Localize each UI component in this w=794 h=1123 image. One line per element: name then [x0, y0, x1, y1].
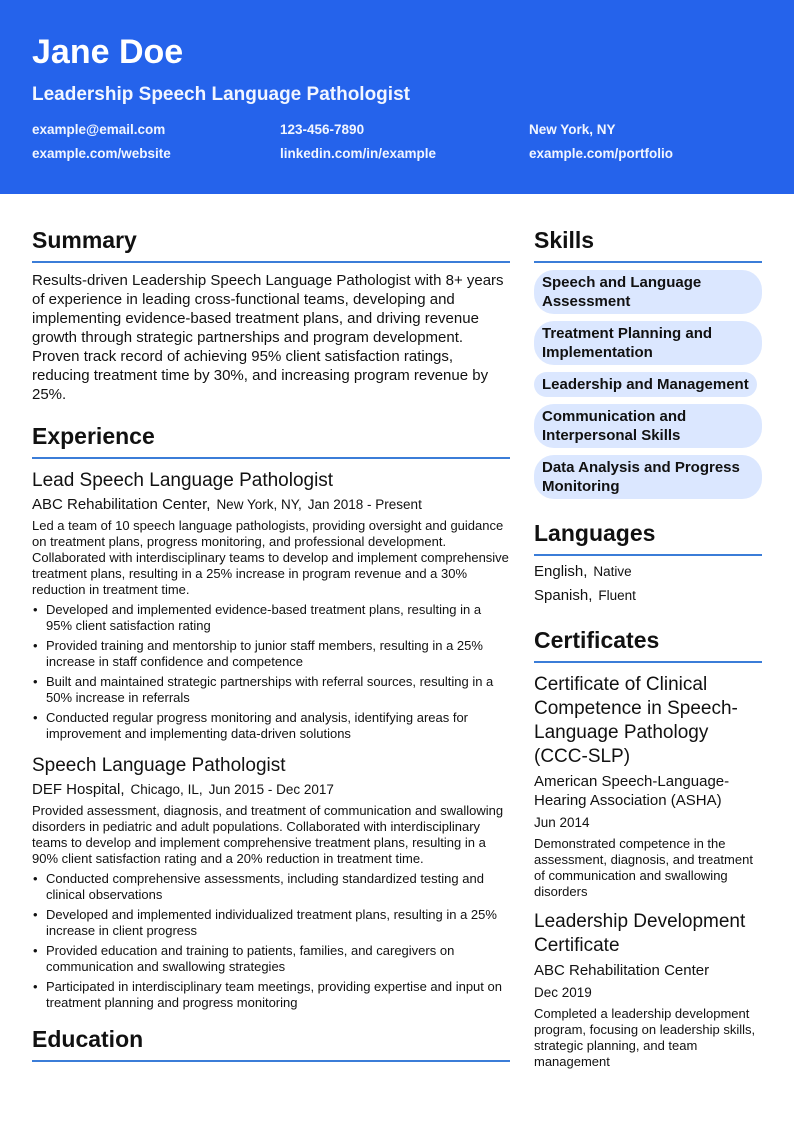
certificate-title: Leadership Development Certificate — [534, 911, 746, 956]
job-bullets — [32, 602, 510, 742]
skill-tag: Speech and Language Assessment — [534, 270, 762, 314]
languages-heading: Languages — [534, 520, 656, 546]
certificate-date: Jun 2014 — [534, 815, 590, 830]
summary-text: Results-driven Leadership Speech Language Pathologist with 8+ years of experience in leading cross-functional teams, developing and implementing evidence-based treatment plans, and driving revenue growth through strategic partnerships and program development. Proven track record of achieving 95% client satisfaction ratings, reducing treatment time by 30%, and increasing program revenue by 25%. — [32, 272, 504, 403]
section-divider — [32, 457, 510, 459]
main-column — [32, 226, 510, 1062]
sidebar-column — [534, 226, 762, 1070]
contact-website[interactable]: example.com/website — [32, 146, 171, 161]
job-title: Lead Speech Language Pathologist — [32, 470, 334, 491]
certificate-issuer: ABC Rehabilitation Center — [534, 962, 710, 979]
certificate-description: Completed a leadership development program, focusing on leadership skills, strategic planning, and team management — [534, 1006, 756, 1069]
job-location: New York, NY, — [216, 497, 302, 512]
languages-section — [534, 519, 762, 606]
language-level: Fluent — [598, 588, 636, 603]
certificates-heading: Certificates — [534, 627, 660, 653]
summary-section — [32, 226, 510, 404]
contact-email[interactable]: example@email.com — [32, 122, 166, 137]
job-description: Provided assessment, diagnosis, and treatment of communication and swallowing disorders in pediatric and adult populations. Collaborated with interdisciplinary teams to develop and implement comprehensive treatment plans, resulting in a 90% client satisfaction rating and a 20% reduction in treatment time. — [32, 803, 504, 866]
section-divider — [32, 1060, 510, 1062]
section-divider — [534, 261, 762, 263]
job-location: Chicago, IL, — [130, 782, 203, 797]
job-bullet: • Built and maintained strategic partnerships with referral sources, resulting in a 50% increase in referrals — [32, 674, 510, 706]
resume-header — [0, 0, 794, 194]
job-bullet: • Conducted comprehensive assessments, including standardized testing and clinical observations — [32, 871, 510, 903]
job-bullet: • Provided education and training to patients, families, and caregivers on communication and swallowing strategies — [32, 943, 510, 975]
job-entry — [32, 754, 510, 1011]
language-item — [534, 562, 762, 582]
language-name: Spanish, — [534, 587, 593, 604]
education-heading: Education — [32, 1026, 144, 1052]
certificate-issuer: American Speech-Language-Hearing Association (ASHA) — [534, 773, 730, 809]
candidate-title: Leadership Speech Language Pathologist — [32, 84, 410, 105]
job-entry — [32, 469, 510, 742]
language-name: English, — [534, 563, 588, 580]
skill-tag: Data Analysis and Progress Monitoring — [534, 455, 762, 499]
certificate-title: Certificate of Clinical Competence in Speech-Language Pathology (CCC-SLP) — [534, 674, 738, 767]
certificate-item — [534, 673, 762, 900]
skill-tag: Communication and Interpersonal Skills — [534, 404, 762, 448]
certificate-description: Demonstrated competence in the assessment, diagnosis, and treatment of communication and swallowing disorders — [534, 836, 753, 899]
skills-section — [534, 226, 762, 499]
job-bullet: • Provided training and mentorship to junior staff members, resulting in a 25% increase in staff confidence and competence — [32, 638, 510, 670]
job-title: Speech Language Pathologist — [32, 755, 286, 776]
job-meta — [32, 495, 510, 515]
section-divider — [534, 661, 762, 663]
candidate-name: Jane Doe — [32, 33, 184, 71]
section-divider — [32, 261, 510, 263]
job-company: ABC Rehabilitation Center, — [32, 496, 211, 513]
contact-phone[interactable]: 123-456-7890 — [280, 122, 365, 137]
job-description: Led a team of 10 speech language pathologists, providing oversight and guidance on treatment plans, progress monitoring, and professional development. Collaborated with interdisciplinary teams to develop and implement comprehensive treatment plans, resulting in a 25% increase in program revenue and a 30% reduction in treatment time. — [32, 518, 509, 597]
job-company: DEF Hospital, — [32, 781, 125, 798]
certificate-item — [534, 910, 762, 1070]
certificate-date: Dec 2019 — [534, 985, 592, 1000]
job-dates: Jan 2018 - Present — [307, 497, 422, 512]
contact-portfolio[interactable]: example.com/portfolio — [529, 146, 674, 161]
experience-section — [32, 422, 510, 1011]
certificates-section — [534, 626, 762, 1070]
job-bullet: • Developed and implemented evidence-based treatment plans, resulting in a 95% client satisfaction rating — [32, 602, 510, 634]
contact-linkedin[interactable]: linkedin.com/in/example — [280, 146, 437, 161]
job-bullets — [32, 871, 510, 1011]
job-bullet: • Developed and implemented individualized treatment plans, resulting in a 25% increase in client progress — [32, 907, 510, 939]
education-section — [32, 1025, 510, 1062]
skill-tag: Treatment Planning and Implementation — [534, 321, 762, 365]
skill-tag: Leadership and Management — [534, 372, 757, 397]
language-level: Native — [593, 564, 632, 579]
language-item — [534, 586, 762, 606]
job-bullet: • Participated in interdisciplinary team meetings, providing expertise and input on treatment planning and progress monitoring — [32, 979, 510, 1011]
contact-location: New York, NY — [529, 122, 616, 137]
job-bullet: • Conducted regular progress monitoring and analysis, identifying areas for improvement and implementing data-driven solutions — [32, 710, 510, 742]
job-meta — [32, 780, 510, 800]
summary-heading: Summary — [32, 227, 137, 253]
job-dates: Jun 2015 - Dec 2017 — [208, 782, 334, 797]
section-divider — [534, 554, 762, 556]
skills-heading: Skills — [534, 227, 595, 253]
experience-heading: Experience — [32, 423, 155, 449]
